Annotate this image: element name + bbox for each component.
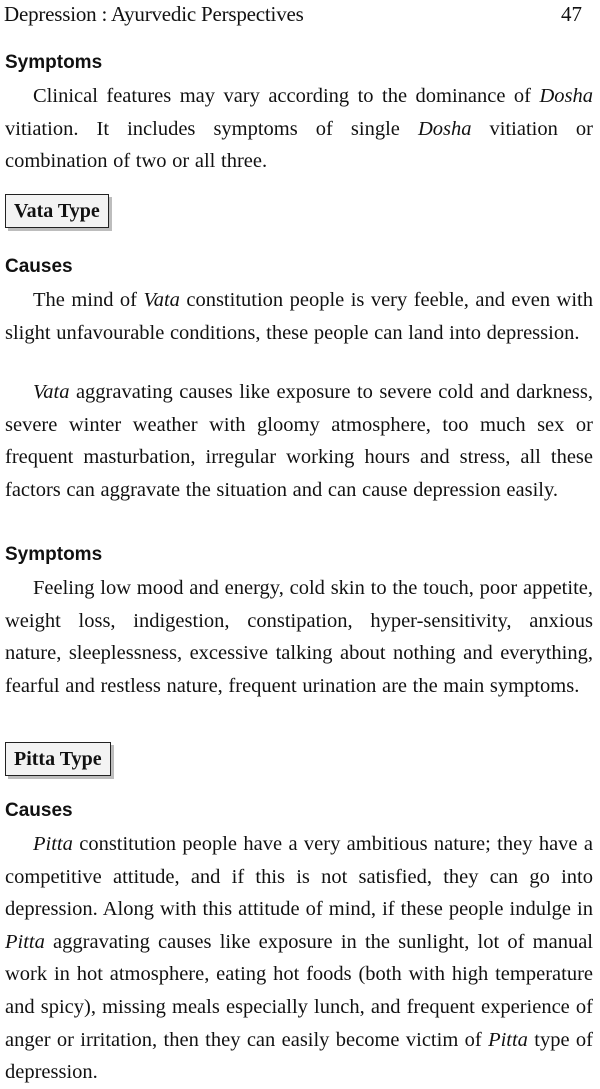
section-box-vata-type: Vata Type: [5, 194, 109, 228]
section-heading-vata-causes: Causes: [5, 256, 73, 277]
paragraph-vata-symptoms: Feeling low mood and energy, cold skin to the touch, poor appetite, weight loss, indigestion, constipation, hyper-sensitivity, anxious nature, sleeplessness, excessive talking about nothing and everything, fearful and restless nature, frequent urination are the main symptoms.: [5, 577, 593, 697]
paragraph-symptoms-intro: Clinical features may vary according to the dominance of Dosha vitiation. It includes symptoms of single Dosha vitiation or combination of two or all three.: [5, 85, 593, 173]
section-heading-symptoms: Symptoms: [5, 52, 103, 73]
paragraph-vata-causes-2: Vata aggravating causes like exposure to severe cold and darkness, severe winter weather with gloomy atmosphere, too much sex or frequent masturbation, irregular working hours and stress, all these factors can aggravate the situation and can cause depression easily.: [5, 381, 593, 501]
paragraph-pitta-causes: Pitta constitution people have a very ambitious nature; they have a competitive attitude, and if this is not satisfied, they can go into depression. Along with this attitude of mind, if these people indulge in Pitta aggravating causes like exposure in the sunlight, lot of manual work in hot atmosphere, eating hot foods (both with high temperature and spicy), missing meals especially lunch, and frequent experience of anger or irritation, then they can easily become victim of Pitta type of depression.: [5, 833, 594, 1084]
section-box-pitta-type: Pitta Type: [5, 742, 111, 776]
section-heading-vata-symptoms: Symptoms: [5, 544, 103, 565]
running-head: Depression : Ayurvedic Perspectives: [4, 2, 304, 26]
page-number: 47: [561, 2, 582, 26]
section-heading-pitta-causes: Causes: [5, 800, 73, 821]
paragraph-vata-causes-1: The mind of Vata constitution people is very feeble, and even with slight unfavourable conditions, these people can land into depression.: [5, 289, 594, 344]
